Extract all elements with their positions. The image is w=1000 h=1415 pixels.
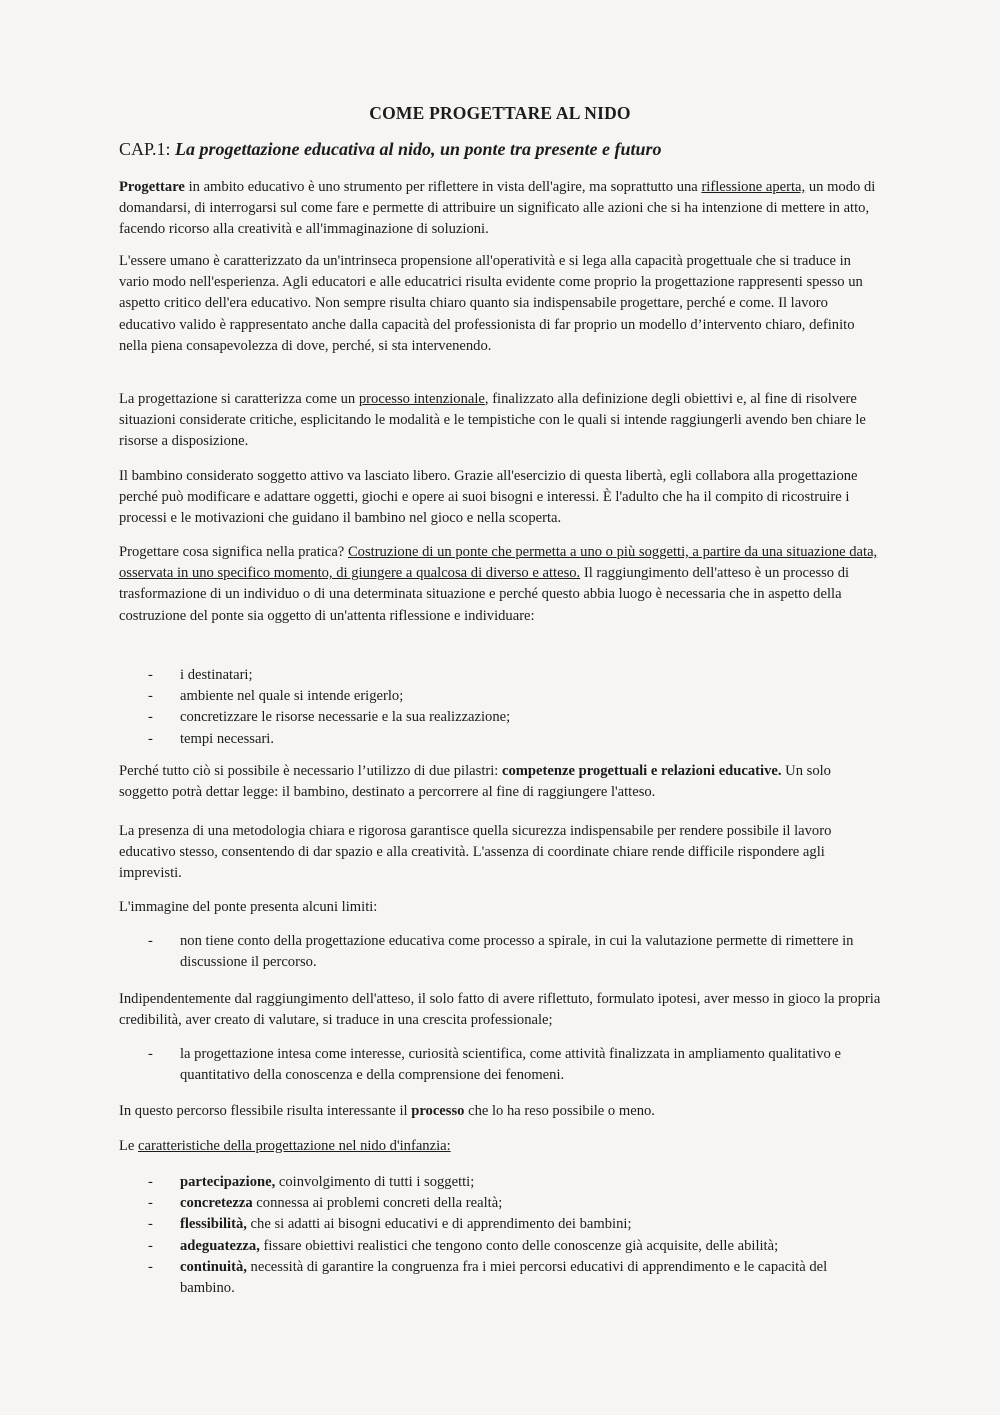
list-interesse (119, 1044, 882, 1086)
paragraph-processo (119, 1101, 882, 1122)
term-description: che si adatti ai bisogni educativi e di apprendimento dei bambini; (246, 1216, 632, 1233)
term: partecipazione, (180, 1174, 276, 1190)
paragraph-text: Il bambino considerato soggetto attivo va lasciato libero. Grazie all'esercizio di questa libertà, egli collabora alla progettazione perché può modificare e adattare oggetti, giochi e opere ai suoi bisogni e interessi. È l'adulto che ha il compito di ricostruire i processi e le motivazioni che guidano il bambino nel gioco e nella scoperta. (119, 468, 858, 527)
term: adeguatezza, (180, 1237, 260, 1254)
text-run: Progettare cosa significa nella pratica? (119, 544, 348, 560)
paragraph-text: L'essere umano è caratterizzato da un'intrinseca propensione all'operatività e si lega alla capacità progettuale che si traduce in vario modo nell'esperienza. Agli educatori e alle educatrici risulta evidente come proprio la progettazione rappresenti spesso un aspetto critico dell'era educativo. Non sempre risulta chiaro quanto sia indispensabile progettare, perché e come. Il lavoro educativo valido è rappresentato anche dalla capacità del professionista di far proprio un modello d’intervento chiaro, definito nella piena consapevolezza di dove, perché, si sta intervenendo. (119, 253, 863, 354)
list-item: - ambiente nel quale si intende erigerlo; (119, 686, 882, 707)
paragraph-text: La presenza di una metodologia chiara e rigorosa garantisce quella sicurezza indispensabile per rendere possibile il lavoro educativo stesso, consentendo di dar spazio e alla creatività. L'assenza di coordinate chiare rende difficile rispondere agli imprevisti. (119, 823, 832, 882)
paragraph-caratteristiche (119, 1136, 882, 1157)
underlined-processo-intenzionale: processo intenzionale (358, 391, 485, 407)
list-item: - la progettazione intesa come interesse, curiosità scientifica, come attività finalizzata in ampliamento qualitativo e quantitativo della conoscenza e della comprensione dei fenomeni. (119, 1044, 882, 1086)
list-item (119, 1193, 882, 1214)
list-destinatari (119, 665, 882, 750)
text-run: in ambito educativo è uno strumento per riflettere in vista dell'agire, ma soprattutto una (184, 179, 702, 195)
underlined-caratteristiche: caratteristiche della progettazione nel nido d'infanzia: (138, 1138, 451, 1154)
text-run: un modo di domandarsi, di interrogarsi sul come fare e permette di attribuire un significato alle azioni che si ha intenzione di mettere in atto, facendo ricorso alla creatività e all'immaginazione di soluzioni. (119, 179, 876, 238)
list-item (119, 1236, 882, 1257)
paragraph-indipendentemente (119, 989, 882, 1031)
term-description: necessità di garantire la congruenza fra i miei percorsi educativi di apprendimento e le capacità del bambino. (180, 1258, 828, 1297)
list-item (119, 1214, 882, 1235)
text-run: In questo percorso flessibile risulta interessante il (119, 1103, 412, 1119)
list-item (119, 1172, 882, 1193)
bold-competenze: competenze progettuali e relazioni educative. (502, 763, 782, 779)
paragraph-metodologia (119, 821, 882, 885)
list-limiti (119, 931, 882, 973)
paragraph-immagine-ponte (119, 897, 882, 918)
paragraph-pilastri (119, 761, 882, 803)
chapter-label: CAP.1: (119, 139, 176, 159)
text-run: , finalizzato alla definizione degli obiettivi e, al fine di risolvere situazioni considerate critiche, esplicitando le modalità e le tempistiche con le quali si intende raggiungerli avendo ben chiare le risorse a disposizione. (119, 391, 866, 450)
term: concretezza (180, 1195, 253, 1212)
term: flessibilità, (180, 1216, 247, 1233)
list-item: - tempi necessari. (119, 729, 882, 750)
text-run: Perché tutto ciò si possibile è necessario l’utilizzo di due pilastri: (119, 763, 502, 779)
chapter-title: La progettazione educativa al nido, un ponte tra presente e futuro (175, 139, 662, 159)
paragraph-text: L'immagine del ponte presenta alcuni limiti: (119, 899, 378, 915)
paragraph-essere-umano (119, 251, 882, 357)
text-run: Il raggiungimento dell'atteso è un processo di trasformazione di un individuo o di una determinata situazione e perché questo abbia luogo è necessaria che in aspetto della costruzione del ponte sia oggetto di un'attenta riflessione e individuare: (119, 565, 850, 624)
underlined-riflessione-aperta: riflessione aperta, (701, 179, 806, 195)
paragraph-progettare (119, 177, 882, 241)
text-run: che lo ha reso possibile o meno. (464, 1103, 655, 1119)
term-description: coinvolgimento di tutti i soggetti; (275, 1174, 475, 1190)
list-item: - non tiene conto della progettazione educativa come processo a spirale, in cui la valutazione permette di rimettere in discussione il percorso. (119, 931, 882, 973)
list-caratteristiche (119, 1172, 882, 1299)
paragraph-text: Indipendentemente dal raggiungimento dell'atteso, il solo fatto di avere riflettuto, formulato ipotesi, aver messo in gioco la propria credibilità, aver creato di valutare, si traduce in una crescita professionale; (119, 991, 881, 1029)
text-run: Le (119, 1138, 139, 1154)
text-run: La progettazione si caratterizza come un (119, 391, 359, 407)
text-run: Un solo soggetto potrà dettar legge: il bambino, destinato a percorrere al fine di raggiungere l'atteso. (119, 763, 831, 801)
paragraph-bambino (119, 466, 882, 530)
paragraph-processo-intenzionale (119, 389, 882, 453)
list-item: - i destinatari; (119, 665, 882, 686)
chapter-heading (119, 139, 662, 160)
underlined-ponte-definition: Costruzione di un ponte che permetta a uno o più soggetti, a partire da una situazione data, osservata in uno specifico momento, di giungere a qualcosa di diverso e atteso. (119, 544, 878, 582)
bold-processo: processo (411, 1103, 465, 1119)
paragraph-ponte (119, 542, 882, 627)
list-item (119, 1257, 882, 1299)
term-description: fissare obiettivi realistici che tengono conto delle conoscenze già acquisite, delle abilità; (259, 1237, 779, 1254)
term-description: connessa ai problemi concreti della realtà; (252, 1195, 503, 1212)
term: continuità, (180, 1258, 247, 1275)
term-progettare: Progettare (119, 179, 185, 195)
list-item: - concretizzare le risorse necessarie e la sua realizzazione; (119, 707, 882, 728)
document-title: COME PROGETTARE AL NIDO (369, 103, 631, 123)
